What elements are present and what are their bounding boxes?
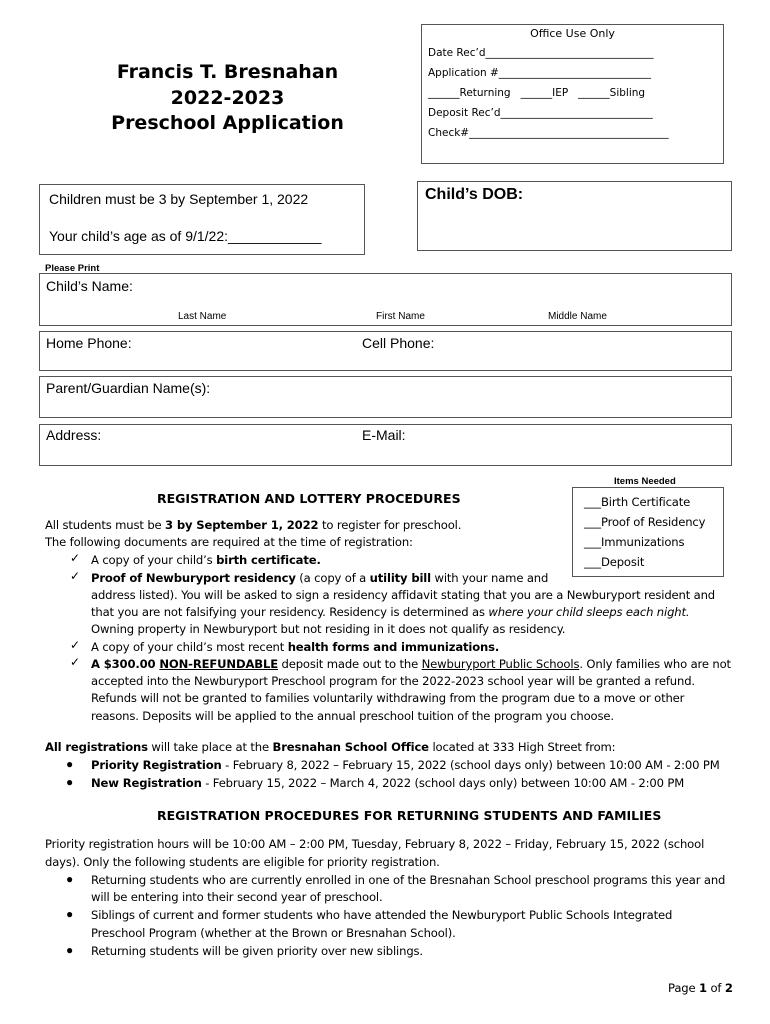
doc-residency-line-2: address listed). You will be asked to sign a residency affidavit stating that you are a Newburyport resident and (91, 588, 716, 602)
checkmark-icon: ✓ (70, 638, 81, 652)
doc-birth-certificate: A copy of your child’s birth certificate. (91, 553, 321, 567)
bullet-icon: ● (66, 775, 74, 789)
item-immunizations[interactable]: ___Immunizations (584, 535, 685, 549)
checkmark-icon: ✓ (70, 551, 81, 565)
doc-health-forms: A copy of your child’s most recent health forms and immunizations. (91, 640, 500, 654)
office-check: Check#______________________________________ (428, 127, 669, 139)
last-name-label: Last Name (178, 311, 227, 322)
returning-para-line-1: Priority registration hours will be 10:00 AM – 2:00 PM, Tuesday, February 8, 2022 – Friday, February 15, 2022 (school (45, 837, 705, 851)
items-needed-heading: Items Needed (614, 476, 676, 487)
age-as-of-field[interactable]: Your child’s age as of 9/1/22:____________ (49, 228, 322, 244)
cell-phone-label: Cell Phone: (362, 335, 435, 351)
item-proof-of-residency[interactable]: ___Proof of Residency (584, 515, 706, 529)
bullet-icon: ● (66, 757, 74, 771)
doc-deposit-line-4: reasons. Deposits will be applied to the annual preschool tuition of the program you choose. (91, 709, 614, 723)
checkmark-icon: ✓ (70, 655, 81, 669)
please-print-label: Please Print (45, 263, 100, 274)
all-registrations-line: All registrations will take place at the Bresnahan School Office located at 333 High Street from: (45, 740, 616, 754)
first-name-label: First Name (376, 311, 425, 322)
returning-para-line-2: days). Only the following students are eligible for priority registration. (45, 855, 440, 869)
bullet-icon: ● (66, 943, 74, 957)
title-application: Preschool Application (111, 112, 344, 134)
middle-name-label: Middle Name (548, 311, 607, 322)
bullet-icon: ● (66, 872, 74, 886)
item-birth-certificate[interactable]: ___Birth Certificate (584, 495, 691, 509)
returning-bullet-1-line-1: Returning students who are currently enrolled in one of the Bresnahan School preschool programs this year and (91, 873, 726, 887)
returning-bullet-1-line-2: will be entering into their second year of preschool. (91, 890, 383, 904)
guardian-label: Parent/Guardian Name(s): (46, 380, 211, 396)
returning-heading: REGISTRATION PROCEDURES FOR RETURNING STUDENTS AND FAMILIES (157, 808, 662, 823)
age-requirement: Children must be 3 by September 1, 2022 (49, 191, 309, 207)
office-application-number: Application #_____________________________ (428, 67, 652, 79)
returning-bullet-3: Returning students will be given priority over new siblings. (91, 944, 423, 958)
doc-deposit-line-2: accepted into the Newburyport Preschool program for the 2022-2023 school year will be granted a refund. (91, 674, 695, 688)
returning-bullet-2-line-1: Siblings of current and former students who have attended the Newburyport Public Schools Integrated (91, 908, 673, 922)
intro-line-2: The following documents are required at the time of registration: (45, 535, 413, 549)
doc-deposit-line-3: Refunds will not be granted to families voluntarily withdrawing from the program due to a move or other (91, 691, 685, 705)
office-date-recd: Date Rec’d________________________________ (428, 47, 654, 59)
doc-residency-line-3: that you are not falsifying your residency. Residency is determined as where your child sleeps each night. (91, 605, 690, 619)
page-number: Page 1 of 2 (668, 981, 733, 995)
title-school: Francis T. Bresnahan (116, 61, 339, 83)
returning-bullet-2-line-2: Preschool Program (whether at the Brown or Bresnahan School). (91, 926, 456, 940)
intro-line-1: All students must be 3 by September 1, 2022 to register for preschool. (45, 518, 462, 532)
bullet-icon: ● (66, 907, 74, 921)
new-registration-line: New Registration - February 15, 2022 – March 4, 2022 (school days only) between 10:00 AM - 2:00 PM (91, 776, 685, 790)
checkmark-icon: ✓ (70, 569, 81, 583)
dob-label: Child’s DOB: (425, 186, 524, 203)
registration-heading: REGISTRATION AND LOTTERY PROCEDURES (157, 491, 461, 506)
title-year: 2022-2023 (170, 87, 285, 109)
office-status-checks: ______Returning ______IEP ______Sibling (428, 87, 646, 99)
home-phone-label: Home Phone: (46, 335, 132, 351)
item-deposit[interactable]: ___Deposit (584, 555, 645, 569)
email-label: E-Mail: (362, 427, 406, 443)
doc-deposit-line-1: A $300.00 NON-REFUNDABLE deposit made out to the Newburyport Public Schools. Only families who are not (91, 657, 731, 671)
office-use-heading: Office Use Only (530, 27, 615, 40)
priority-registration-line: Priority Registration - February 8, 2022 – February 15, 2022 (school days only) between 10:00 AM - 2:00 PM (91, 758, 720, 772)
office-deposit-recd: Deposit Rec’d_____________________________ (428, 107, 653, 119)
address-label: Address: (46, 427, 102, 443)
doc-residency-line-1: Proof of Newburyport residency (a copy of a utility bill with your name and (91, 571, 549, 585)
childs-name-label: Child’s Name: (46, 278, 133, 294)
doc-residency-line-4: Owning property in Newburyport but not residing in it does not qualify as residency. (91, 622, 566, 636)
